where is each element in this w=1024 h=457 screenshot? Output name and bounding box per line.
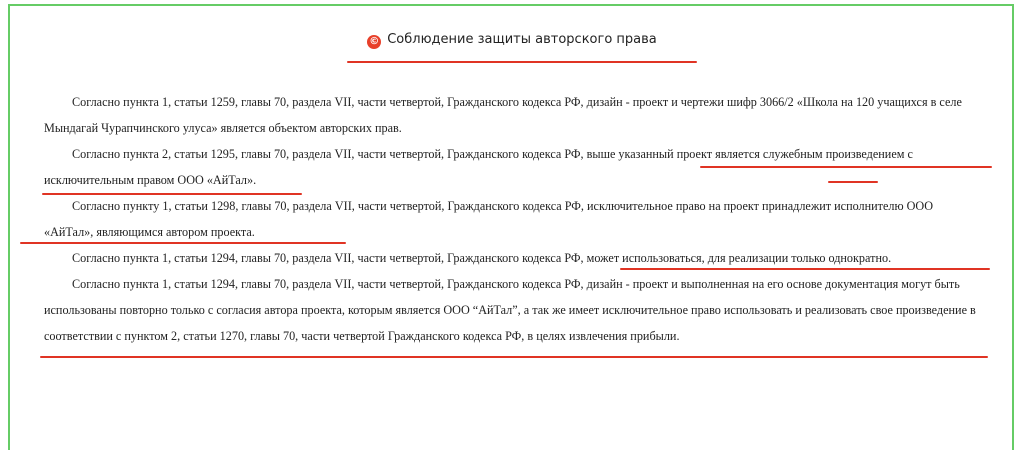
paragraph-5 bbox=[44, 271, 979, 349]
highlight-underline-4 bbox=[620, 268, 990, 270]
page-title: Соблюдение защиты авторского права bbox=[387, 32, 657, 47]
paragraph-1 bbox=[44, 89, 979, 141]
paragraph-1-text: Согласно пункта 1, статьи 1259, главы 70, раздела VII, части четвертой, Гражданского кодекса РФ, дизайн - проект и чертежи шифр 3066/2 «Школа на 120 учащихся в селе Мындагай Чурапчинского улуса» является объектом авторских прав. bbox=[44, 95, 962, 135]
title-underline bbox=[347, 61, 697, 63]
page-header bbox=[0, 32, 1024, 49]
paragraph-5-text: Согласно пункта 1, статьи 1294, главы 70, раздела VII, части четвертой, Гражданского кодекса РФ, дизайн - проект и выполненная на его основе документация могут быть использованы повторно только с согласия автора проекта, которым является ООО “АйТал”, а так же имеет исключительное право использовать и реализовать свое произведение в соответствии с пунктом 2, статьи 1270, главы 70, части четвертой Гражданского кодекса РФ, в целях извлечения прибыли. bbox=[44, 277, 976, 343]
paragraph-4-text: Согласно пункта 1, статьи 1294, главы 70, раздела VII, части четвертой, Гражданского кодекса РФ, может использоваться, для реализации только однократно. bbox=[72, 251, 892, 265]
highlight-underline-2b bbox=[828, 181, 878, 183]
paragraph-2-text: Согласно пункта 2, статьи 1295, главы 70, раздела VII, части четвертой, Гражданского кодекса РФ, выше указанный проект является служебным произведением с исключительным правом ООО «АйТал». bbox=[44, 147, 913, 187]
highlight-underline-3 bbox=[20, 242, 346, 244]
paragraph-3 bbox=[44, 193, 979, 245]
paragraph-3-text: Согласно пункту 1, статьи 1298, главы 70, раздела VII, части четвертой, Гражданского кодекса РФ, исключительное право на проект принадлежит исполнителю ООО «АйТал», являющимся автором проекта. bbox=[44, 199, 934, 239]
highlight-underline-2a bbox=[700, 166, 992, 168]
highlight-underline-5 bbox=[40, 356, 988, 358]
copyright-icon: © bbox=[369, 36, 380, 47]
